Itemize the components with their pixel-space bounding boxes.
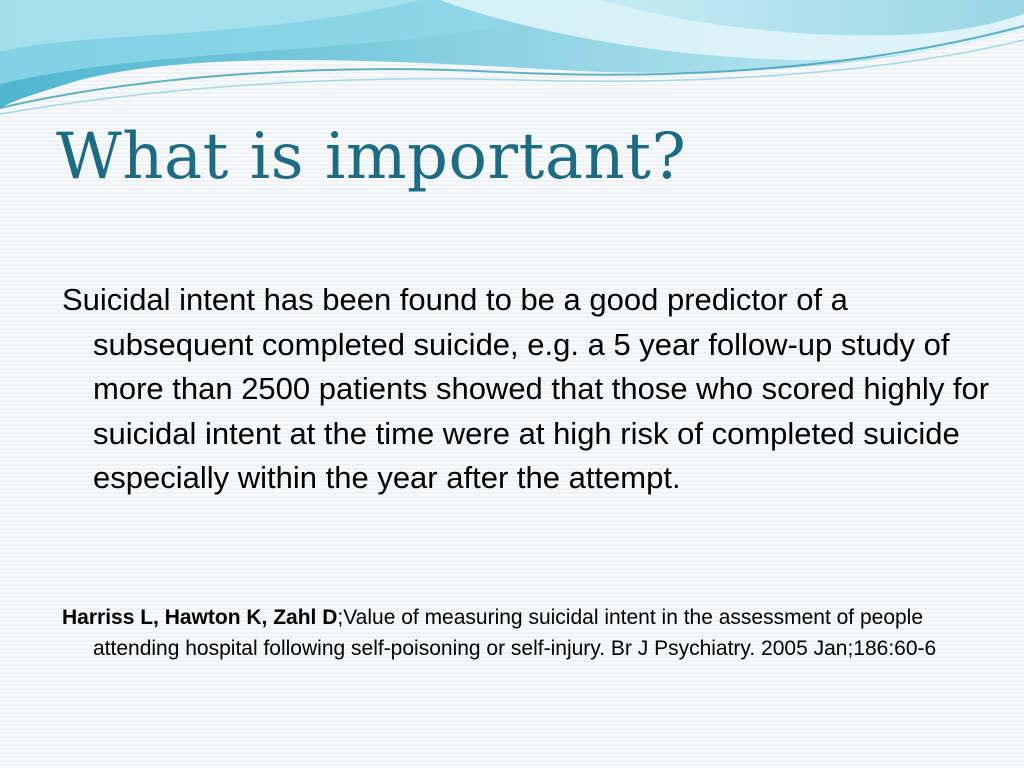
reference-citation <box>62 602 1003 664</box>
reference-text: Value of measuring suicidal intent in the assessment of people attending hospital following self-poisoning or self-injury. Br J Psychiatry. 2005 Jan;186:60-6 <box>93 606 937 660</box>
reference-separator: ; <box>337 606 344 629</box>
reference-authors: Harriss L, Hawton K, Zahl D <box>62 606 338 629</box>
slide-title: What is important? <box>56 120 687 194</box>
slide-body-paragraph: Suicidal intent has been found to be a good predictor of a subsequent completed suicide, e.g. a 5 year follow-up study of more than 2500 patients showed that those who scored highly for suicidal intent at the time were at high risk of completed suicide especially within the year after the attempt. <box>62 282 990 495</box>
header-wave-decoration <box>0 0 1024 120</box>
